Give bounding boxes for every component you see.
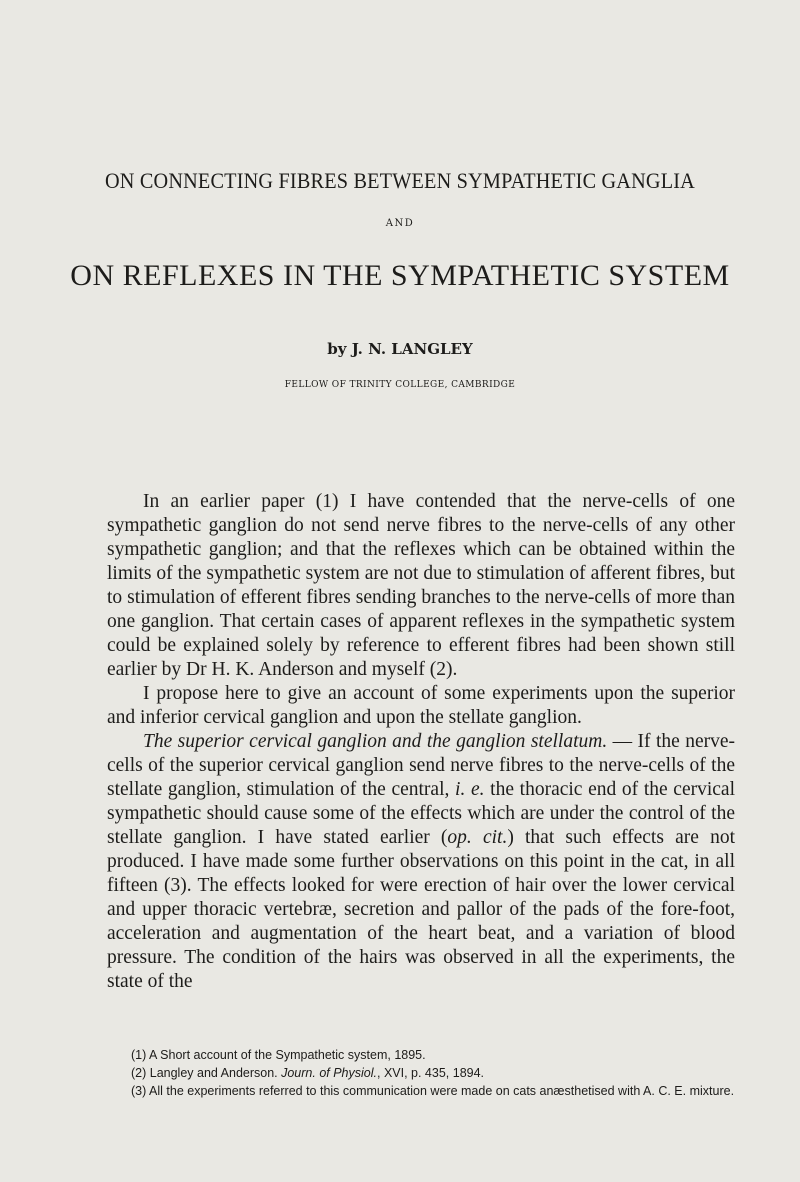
- author-byline: by J. N. LANGLEY: [327, 340, 473, 358]
- title-line-2: ON REFLEXES IN THE SYMPATHETIC SYSTEM: [70, 259, 730, 292]
- paragraph-1: In an earlier paper (1) I have contended that the nerve-cells of one sympathetic ganglion do not send nerve fibres to the nerve-cells of any other sympathetic ganglion; and that the reflexes which can be obtained within the limits of the sympathetic system are not due to stimulation of afferent fibres, but to stimulation of efferent fibres sending branches to the nerve-cells of more than one ganglion. That certain cases of apparent reflexes in the sympathetic system could be explained solely by reference to efferent fibres had been shown still earlier by Dr H. K. Anderson and myself (2).: [107, 491, 735, 680]
- paragraph-3: [107, 730, 735, 994]
- paragraph-3-text-c: ) that such effects are not produced. I have made some further observations on this point in the cat, in all fifteen (3). The effects looked for were erection of hair over the lower cervical and upper thoracic vertebræ, secretion and pallor of the pads of the fore-foot, acceleration and augmentation of the heart beat, and a variation of blood pressure. The condition of the hairs was observed in all the experiments, the state of the: [107, 827, 735, 992]
- paragraph-3-text-a: — If the nerve-cells of the superior cervical ganglion send nerve fibres to the nerve-cells of the stellate ganglion, stimulation of the central,: [107, 731, 735, 800]
- op-cit-italic: op. cit.: [447, 827, 508, 848]
- footnote-2-journal: Journ. of Physiol.: [281, 1066, 377, 1080]
- footnote-3: (3) All the experiments referred to this communication were made on cats anæsthetised with A. C. E. mixture.: [131, 1084, 735, 1098]
- paragraph-3-text-b: the thoracic end of the cervical sympathetic should cause some of the effects which are under the control of the stellate ganglion. I have stated earlier (: [107, 779, 735, 848]
- footnote-2-text-a: (2) Langley and Anderson.: [131, 1066, 282, 1080]
- footnote-1: (1) A Short account of the Sympathetic system, 1895.: [131, 1048, 426, 1062]
- footnote-2: [107, 1064, 735, 1082]
- title-line-1: ON CONNECTING FIBRES BETWEEN SYMPATHETIC GANGLIA: [104, 168, 695, 193]
- title-conjunction: AND: [385, 218, 415, 229]
- article-body: [107, 490, 735, 994]
- footnotes: [107, 1046, 735, 1100]
- author-affiliation: FELLOW OF TRINITY COLLEGE, CAMBRIDGE: [284, 380, 516, 390]
- ie-italic: i. e.: [455, 779, 485, 800]
- footnote-2-text-b: , XVI, p. 435, 1894.: [377, 1066, 485, 1080]
- section-lead-italic: The superior cervical ganglion and the ganglion stellatum.: [143, 731, 608, 752]
- paragraph-2: I propose here to give an account of some experiments upon the superior and inferior cervical ganglion and upon the stellate ganglion.: [107, 683, 735, 728]
